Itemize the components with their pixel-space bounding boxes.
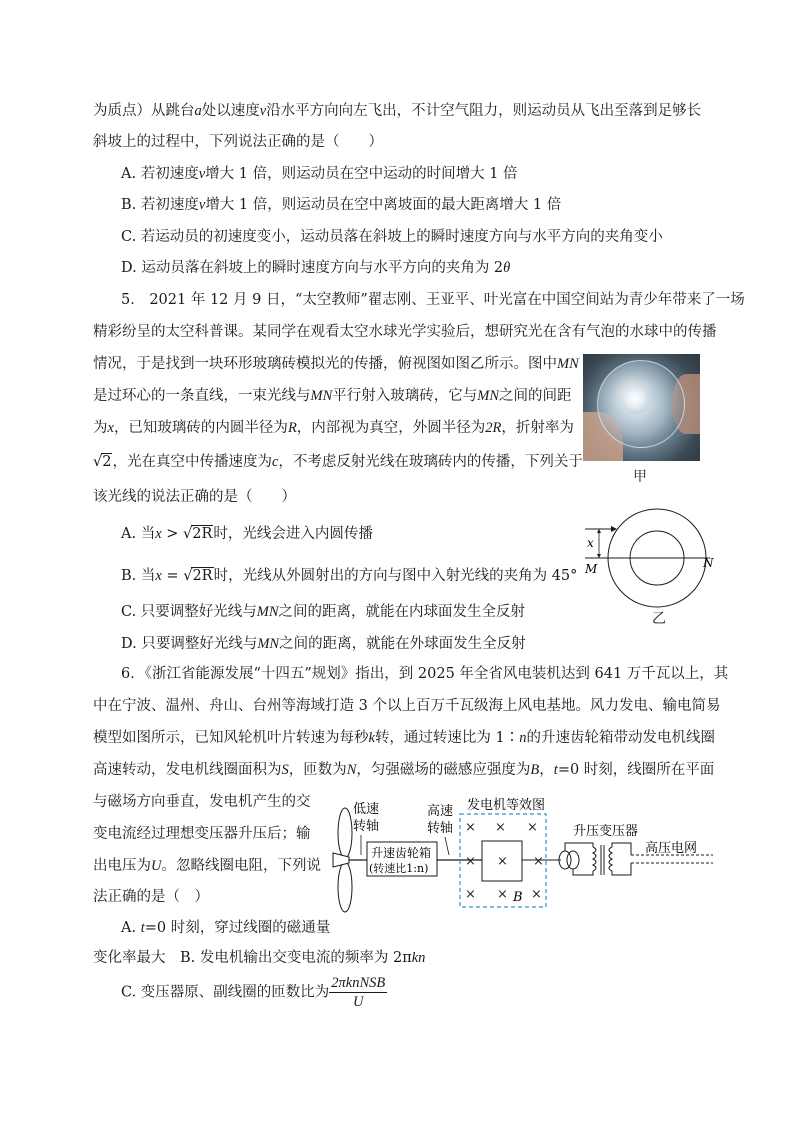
turbine-blade-top: [338, 808, 352, 858]
svg-text:转轴: 转轴: [353, 819, 380, 834]
q5-stem-line-2: 精彩纷呈的太空科普课。某同学在观看太空水球光学实验后，想研究光在含有气泡的水球中的传播: [93, 324, 717, 340]
svg-text:×: ×: [497, 887, 508, 902]
transformer-primary: [593, 847, 596, 871]
svg-text:低速: 低速: [353, 802, 380, 817]
svg-text:高压电网: 高压电网: [645, 841, 698, 856]
q5-stem-line-5: 为x，已知玻璃砖的内圆半径为R，内部视为真空，外圆半径为2R，折射率为: [93, 420, 574, 436]
q4-stem-line-1: 为质点）从跳台a处以速度v沿水平方向向左飞出，不计空气阻力，则运动员从飞出至落到足够长: [93, 103, 702, 119]
svg-text:×: ×: [465, 887, 476, 902]
turbine-hub: [333, 853, 349, 867]
q5-stem-line-6: √2，光在真空中传播速度为c，不考虑反射光线在玻璃砖内的传播，下列关于: [93, 454, 583, 470]
svg-text:×: ×: [527, 820, 538, 835]
svg-text:×: ×: [533, 854, 544, 869]
q5-option-b[interactable]: B. 当x = √2R时，光线从外圆射出的方向与图中入射光线的夹角为 45°: [121, 568, 578, 584]
magnetic-field-crosses: [465, 820, 544, 902]
q6-option-c[interactable]: C. 变压器原、副线圈的匝数比为 $\frac{\text{2πknNSB}}{U}$: [121, 975, 386, 1010]
figure-yi-caption: 乙: [652, 611, 666, 627]
turns-ratio-fraction: $\frac{\text{2πknNSB}}{U}$: [331, 975, 386, 1010]
label-m: M: [585, 562, 598, 576]
q6-stem-line-3: 模型如图所示，已知风轮机叶片转速为每秒k转，通过转速比为 1∶n的升速齿轮箱带动发电机线圈: [93, 730, 716, 746]
svg-text:×: ×: [497, 854, 508, 869]
q6-stem-line-6: 变电流经过理想变压器升压后；输: [93, 826, 311, 842]
wind-power-diagram: [325, 795, 715, 915]
svg-text:(转速比1:n): (转速比1:n): [369, 862, 429, 875]
q6-stem-line-4: 高速转动，发电机线圈面积为S，匝数为N，匀强磁场的磁感应强度为B，t=0 时刻，线圈所在平面: [93, 762, 715, 778]
q6-stem-line-8: 法正确的是（ ）: [93, 889, 209, 905]
svg-text:升速齿轮箱: 升速齿轮箱: [371, 846, 432, 860]
svg-text:×: ×: [531, 887, 542, 902]
water-ball-photo: [583, 354, 700, 461]
q5-option-c[interactable]: C. 只要调整好光线与MN之间的距离，就能在内球面发生全反射: [121, 604, 526, 620]
q5-stem-line-1: 5． 2021 年 12 月 9 日，“太空教师”翟志刚、王亚平、叶光富在中国空间站为青少年带来了一场: [121, 292, 745, 308]
svg-text:升压变压器: 升压变压器: [573, 824, 639, 839]
label-x: x: [587, 536, 594, 550]
q4-stem-line-2: 斜坡上的过程中，下列说法正确的是（ ）: [93, 134, 383, 150]
q4-option-b[interactable]: B. 若初速度v增大 1 倍，则运动员在空中离坡面的最大距离增大 1 倍: [121, 197, 562, 213]
q6-option-b-line[interactable]: 变化率最大 B. 发电机输出交变电流的频率为 2πkn: [93, 950, 426, 966]
sqrt-symbol: √: [93, 454, 103, 470]
q5-stem-line-7: 该光线的说法正确的是（ ）: [93, 489, 296, 505]
q4-option-c[interactable]: C. 若运动员的初速度变小，运动员落在斜坡上的瞬时速度方向与水平方向的夹角变小: [121, 229, 663, 245]
svg-text:转轴: 转轴: [427, 821, 454, 836]
svg-text:×: ×: [495, 820, 506, 835]
svg-text:×: ×: [465, 854, 476, 869]
svg-text:×: ×: [465, 820, 476, 835]
figure-jia-caption: 甲: [633, 469, 647, 485]
q6-stem-line-7: 出电压为U。忽略线圈电阻，下列说: [93, 858, 321, 874]
q4-option-a[interactable]: A. 若初速度v增大 1 倍，则运动员在空中运动的时间增大 1 倍: [121, 166, 518, 182]
ring-diagram: [575, 505, 725, 625]
svg-text:高速: 高速: [427, 804, 454, 819]
q5-option-d[interactable]: D. 只要调整好光线与MN之间的距离，就能在外球面发生全反射: [121, 636, 526, 652]
q5-stem-line-4: 是过环心的一条直线，一束光线与MN平行射入玻璃砖，它与MN之间的间距: [93, 388, 572, 404]
field-label-b: B: [513, 890, 523, 905]
q6-stem-line-1: 6．《浙江省能源发展“十四五”规划》指出，到 2025 年全省风电装机达到 641 万千瓦以上，其: [121, 666, 729, 682]
q5-stem-line-3: 情况，于是找到一块环形玻璃砖模拟光的传播，俯视图如图乙所示。图中MN: [93, 356, 579, 372]
q6-stem-line-5: 与磁场方向垂直，发电机产生的交: [93, 794, 311, 810]
q5-option-a[interactable]: A. 当x > √2R时，光线会进入内圆传播: [121, 526, 373, 542]
q6-option-a[interactable]: A. t=0 时刻，穿过线圈的磁通量: [121, 920, 331, 936]
svg-text:发电机等效图: 发电机等效图: [467, 798, 546, 813]
q4-option-d[interactable]: D. 运动员落在斜坡上的瞬时速度方向与水平方向的夹角为 2θ: [121, 260, 511, 276]
turbine-blade-bottom: [338, 862, 352, 912]
q6-stem-line-2: 中在宁波、温州、舟山、台州等海域打造 3 个以上百万千瓦级海上风电基地。风力发电、输电简易: [93, 698, 721, 714]
label-n: N: [703, 556, 714, 570]
transformer-secondary: [609, 847, 612, 871]
